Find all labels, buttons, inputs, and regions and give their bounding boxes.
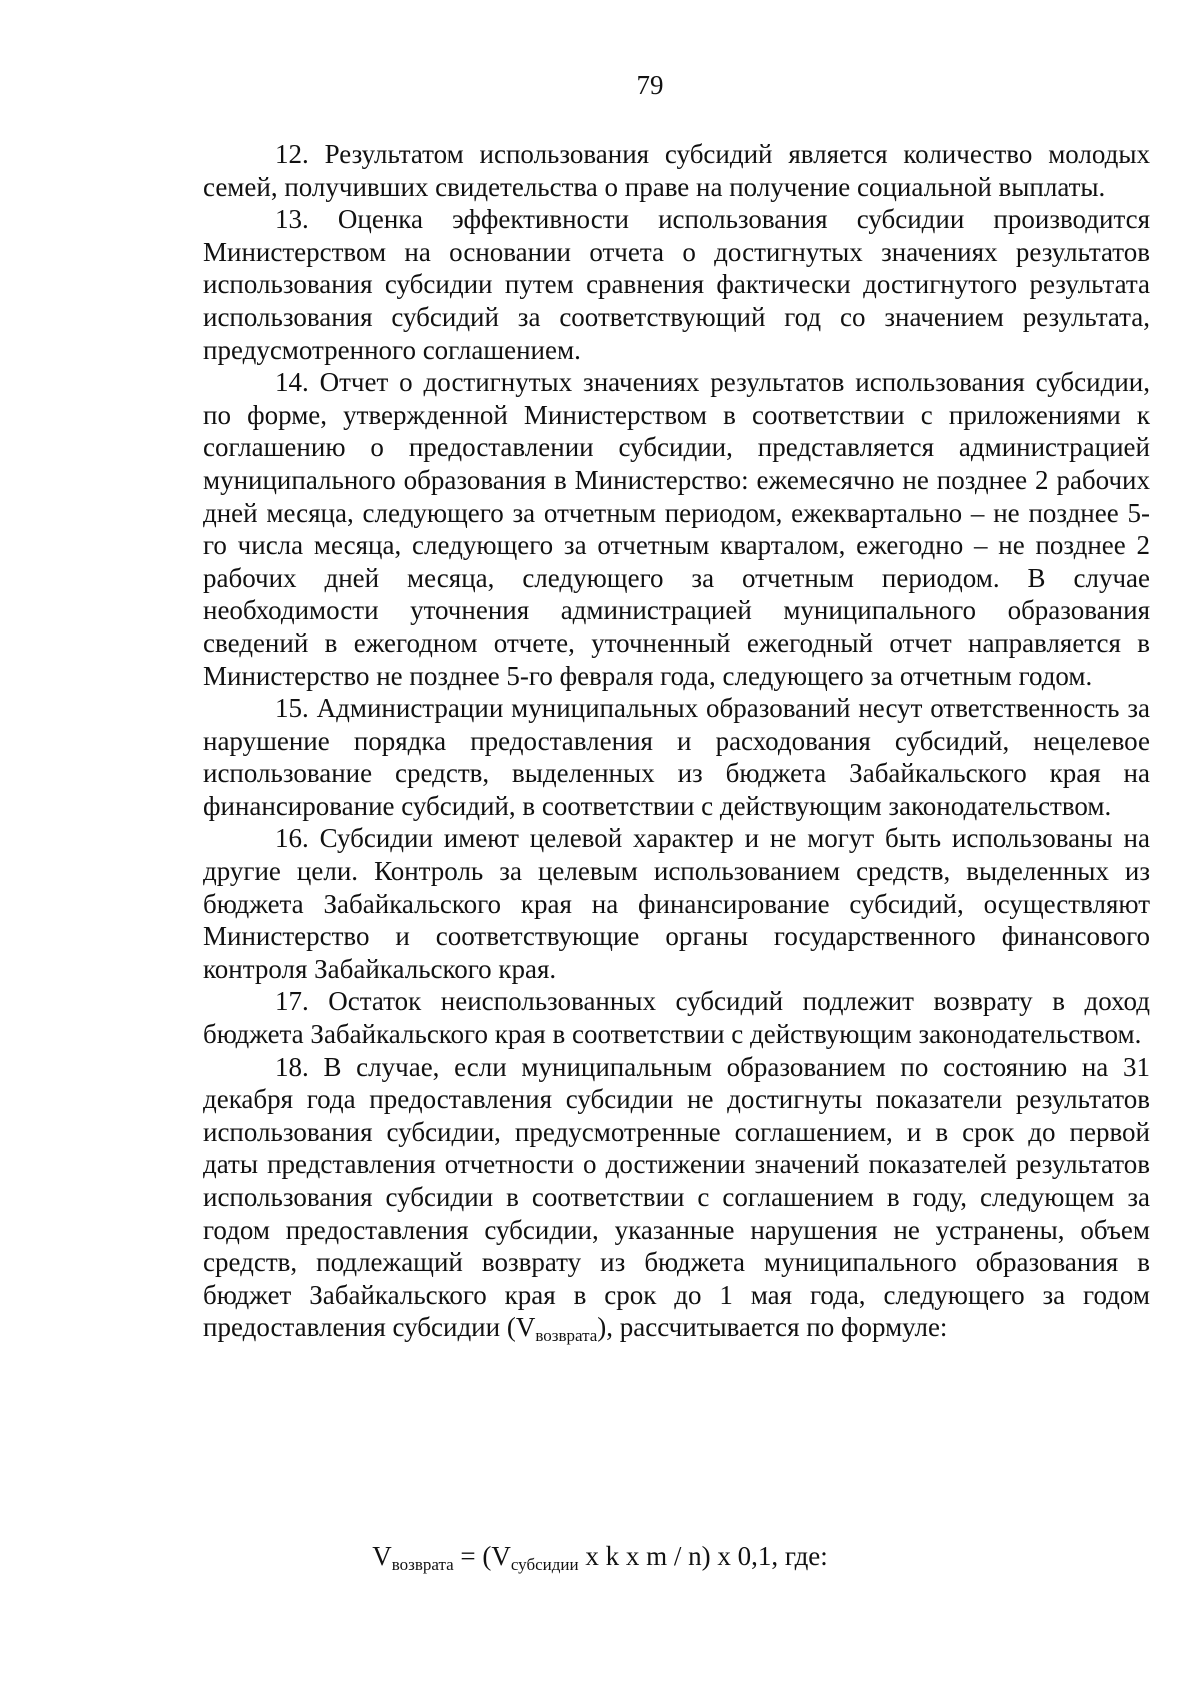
formula-remainder: х k х m / n) х 0,1, где:	[578, 1541, 828, 1571]
formula-v-symbol: V	[372, 1541, 392, 1571]
return-volume-formula	[0, 1540, 1200, 1581]
paragraph-18-text: 18. В случае, если муниципальным образованием по состоянию на 31 декабря года предоставления субсидии не достигнуты показатели результатов использования субсидии, предусмотренные соглашением, и в срок до первой даты представления отчетности о достижении значений показателей результатов использования субсидии в соответствии с соглашением в году, следующем за годом предоставления субсидии, указанные нарушения не устранены, объем средств, подлежащий возврату из бюджета муниципального образования в бюджет Забайкальского края в срок до 1 мая года, следующего за годом предоставления субсидии (V	[203, 1051, 1150, 1343]
formula-subscript-return: возврата	[391, 1555, 454, 1574]
paragraph-15: 15. Администрации муниципальных образований несут ответственность за нарушение порядка предоставления и расходования субсидий, нецелевое использование средств, выделенных из бюджета Забайкальского края на финансирование субсидий, в соответствии с действующим законодательством.	[203, 693, 1150, 821]
paragraph-18-ending: ), рассчитывается по формуле:	[597, 1312, 948, 1343]
paragraph-18	[203, 1051, 1150, 1353]
paragraph-18-subscript: возврата	[535, 1326, 598, 1346]
paragraph-12: 12. Результатом использования субсидий является количество молодых семей, получивших свидетельства о праве на получение социальной выплаты.	[203, 139, 1150, 202]
paragraph-17: 17. Остаток неиспользованных субсидий подлежит возврату в доход бюджета Забайкальского края в соответствии с действующим законодательством.	[203, 986, 1150, 1050]
formula-equals-part: = (V	[453, 1541, 511, 1571]
paragraph-16: 16. Субсидии имеют целевой характер и не могут быть использованы на другие цели. Контроль за целевым использованием средств, выделенных из бюджета Забайкальского края на финансирование субсидий, осуществляют Министерство и соответствующие органы государственного финансового контроля Забайкальского края.	[203, 823, 1150, 984]
page-number: 79	[636, 70, 664, 100]
paragraph-13: 13. Оценка эффективности использования субсидии производится Министерством на основании отчета о достигнутых значениях результатов использования субсидии путем сравнения фактически достигнутого результата использования субсидий за соответствующий год со значением результата, предусмотренного соглашением.	[203, 204, 1150, 365]
paragraph-14: 14. Отчет о достигнутых значениях результатов использования субсидии, по форме, утвержденной Министерством в соответствии с приложениями к соглашению о предоставлении субсидии, представляется администрацией муниципального образования в Министерство: ежемесячно не позднее 2 рабочих дней месяца, следующего за отчетным периодом, ежеквартально – не позднее 5-го числа месяца, следующего за отчетным кварталом, ежегодно – не позднее 2 рабочих дней месяца, следующего за отчетным периодом. В случае необходимости уточнения администрацией муниципального образования сведений в ежегодном отчете, уточненный ежегодный отчет направляется в Министерство не позднее 5-го февраля года, следующего за отчетным годом.	[203, 367, 1150, 691]
formula-subscript-subsidy: субсидии	[510, 1555, 579, 1574]
document-body	[203, 138, 1150, 1353]
